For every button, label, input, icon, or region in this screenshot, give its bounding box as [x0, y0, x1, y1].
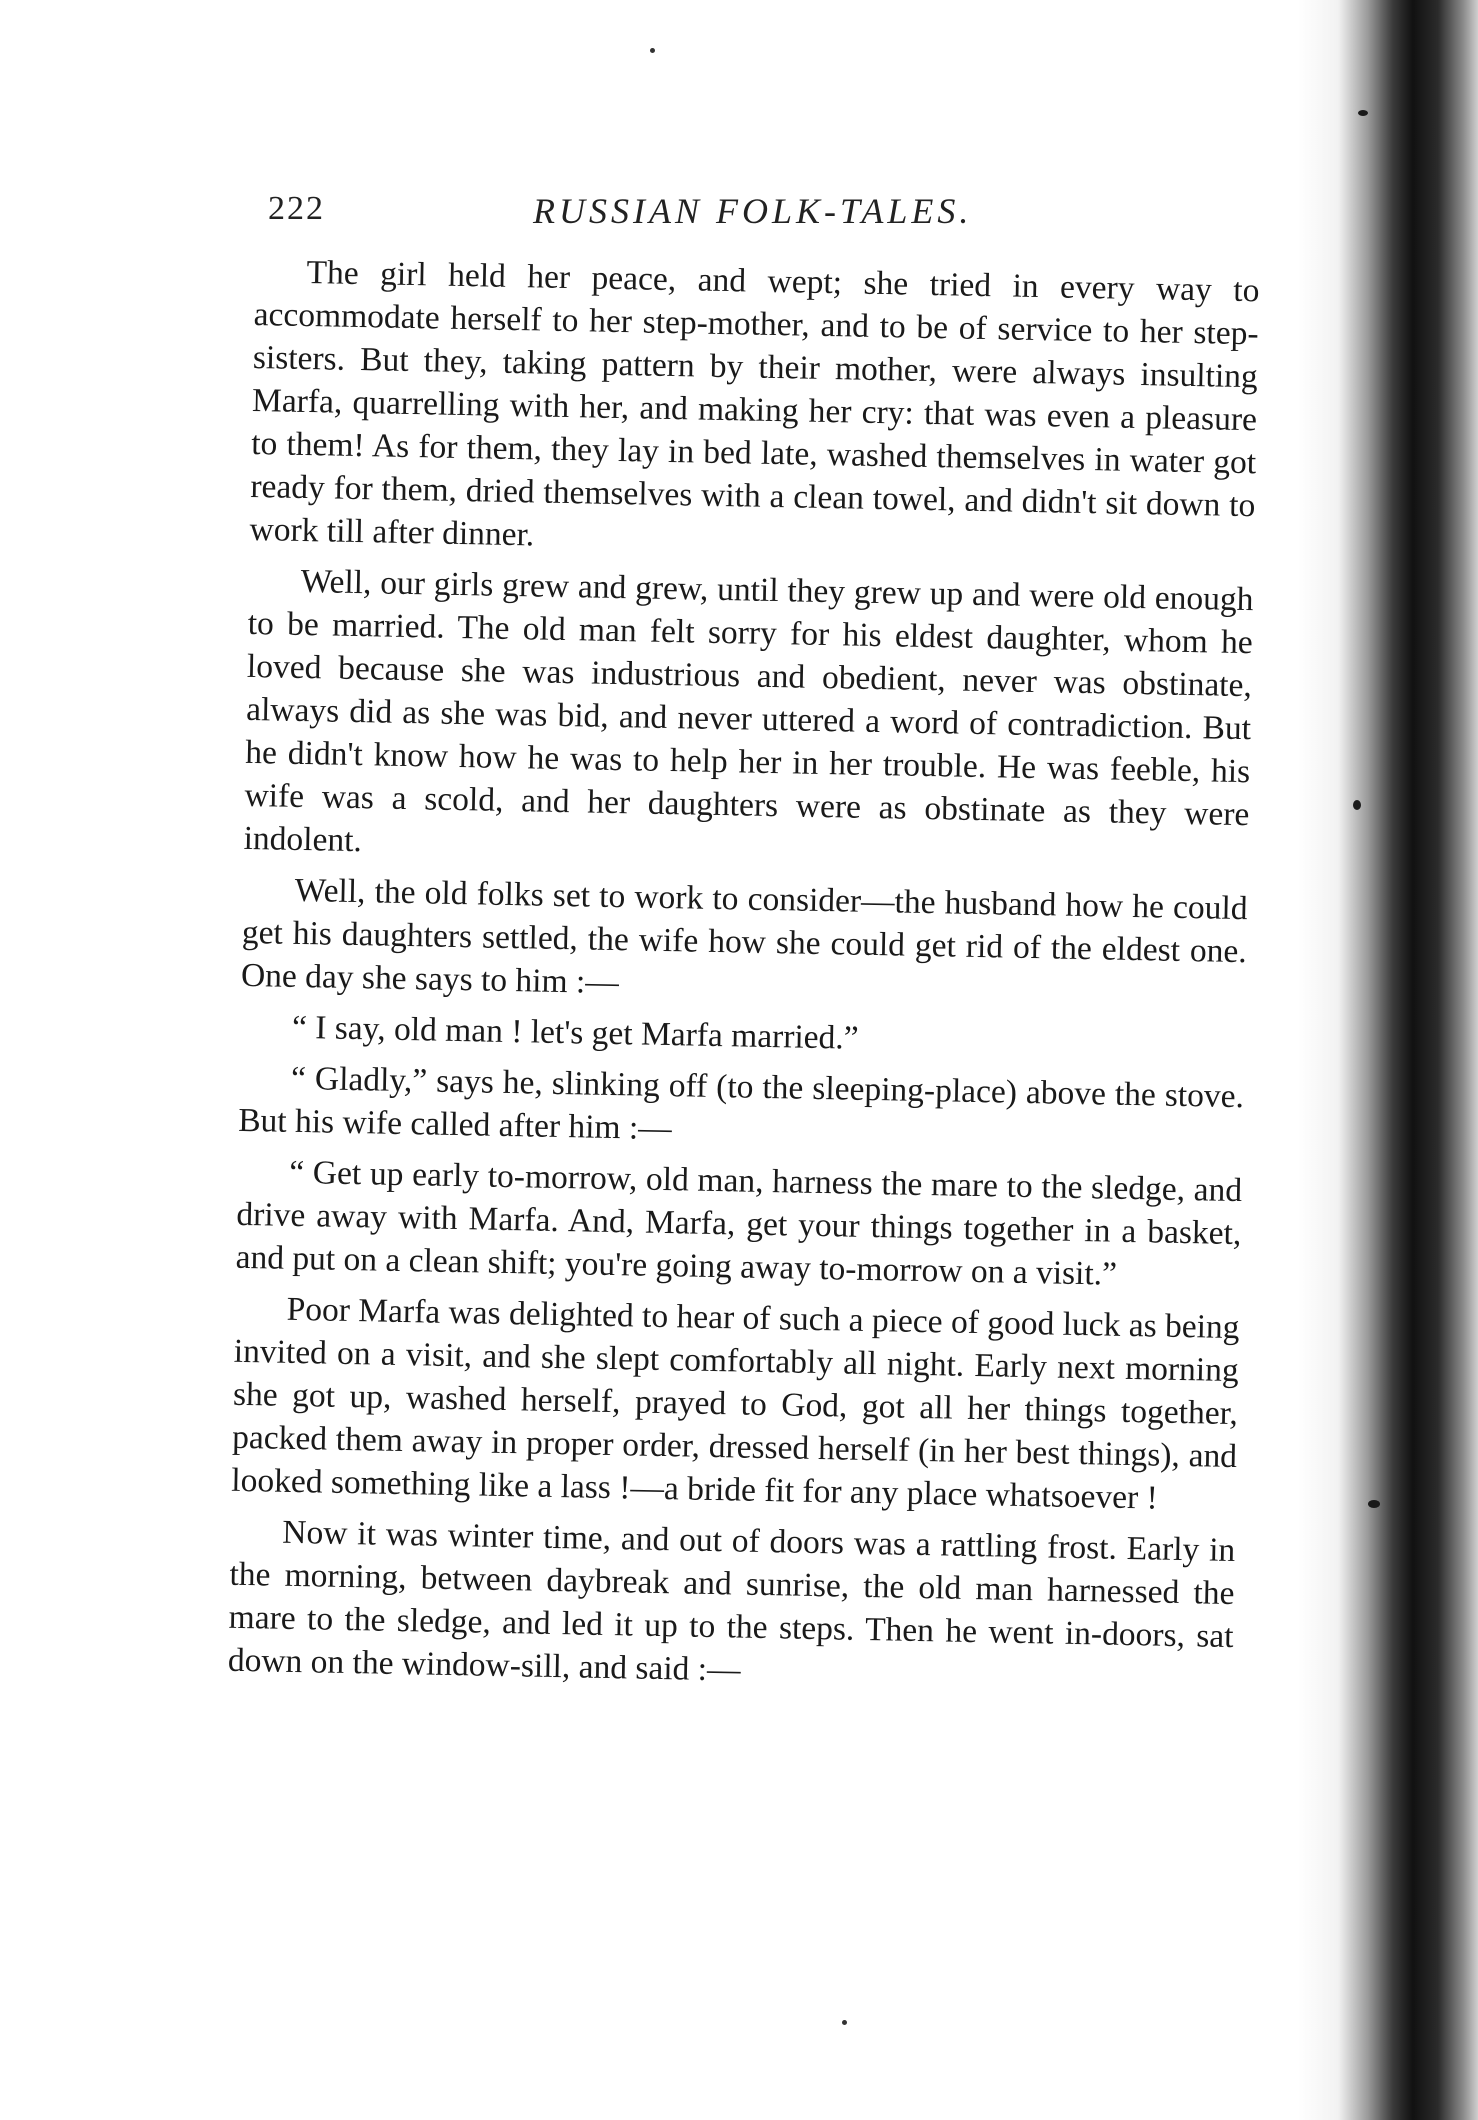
book-binding-shadow — [1298, 0, 1478, 2120]
binding-speck — [1353, 800, 1361, 810]
paragraph-6: “ Get up early to-morrow, old man, harness the mare to the sledge, and drive away with Marfa. And, Marfa, get your things together in a basket, and put on a clean shift; you're going away to-morrow on a visit.” — [235, 1153, 1243, 1293]
page-header — [268, 190, 1278, 240]
scan-artifact-dot — [650, 48, 655, 53]
paragraph-5: “ Gladly,” says he, slinking off (to the sleeping-place) above the stove. But his wife called after him :— — [237, 1059, 1245, 1148]
paragraph-2: Well, our girls grew and grew, until they grew up and were old enough to be married. The old man felt sorry for his eldest daughter, whom he loved because she was industrious and obedient, never was obstinate, always did as she was bid, and never uttered a word of contradiction. But he didn't know how he was to help her in her trouble. He was feeble, his wife was a scold, and her daughters were as obstinate as they were indolent. — [243, 562, 1254, 860]
paragraph-3: Well, the old folks set to work to consider—the husband how he could get his daughters settled, the wife how she could get rid of the eldest one. One day she says to him :— — [240, 871, 1248, 1002]
paragraph-4: “ I say, old man ! let's get Marfa married.” — [291, 1008, 859, 1057]
binding-speck — [1368, 1500, 1380, 1508]
page-number: 222 — [268, 190, 325, 227]
paragraph-7: Poor Marfa was delighted to hear of such a piece of good luck as being invited on a visit, and she slept comfortably all night. Early next morning she got up, washed herself, prayed to God, got all her things together, packed them away in proper order, dressed herself (in her best things), and looked something like a lass !—a bride fit for any place whatsoever ! — [231, 1290, 1240, 1517]
paragraph-8: Now it was winter time, and out of doors was a rattling frost. Early in the morning, between daybreak and sunrise, the old man harnessed the mare to the sledge, and led it up to the steps. Then he went in-doors, sat down on the window-sill, and said :— — [227, 1513, 1236, 1689]
scan-artifact-dot — [842, 2020, 847, 2025]
paragraph-1: The girl held her peace, and wept; she tried in every way to accommodate herself to her step-mother, and to be of service to her step-sisters. But they, taking pattern by their mother, were always insulting Marfa, quarrelling with her, and making her cry: that was even a pleasure to them! As for them, they lay in bed late, washed themselves in water got ready for them, dried themselves with a clean towel, and didn't sit down to work till after dinner. — [249, 253, 1260, 554]
binding-speck — [1358, 110, 1368, 116]
running-title: RUSSIAN FOLK-TALES. — [533, 191, 973, 231]
text-body — [227, 250, 1259, 1709]
